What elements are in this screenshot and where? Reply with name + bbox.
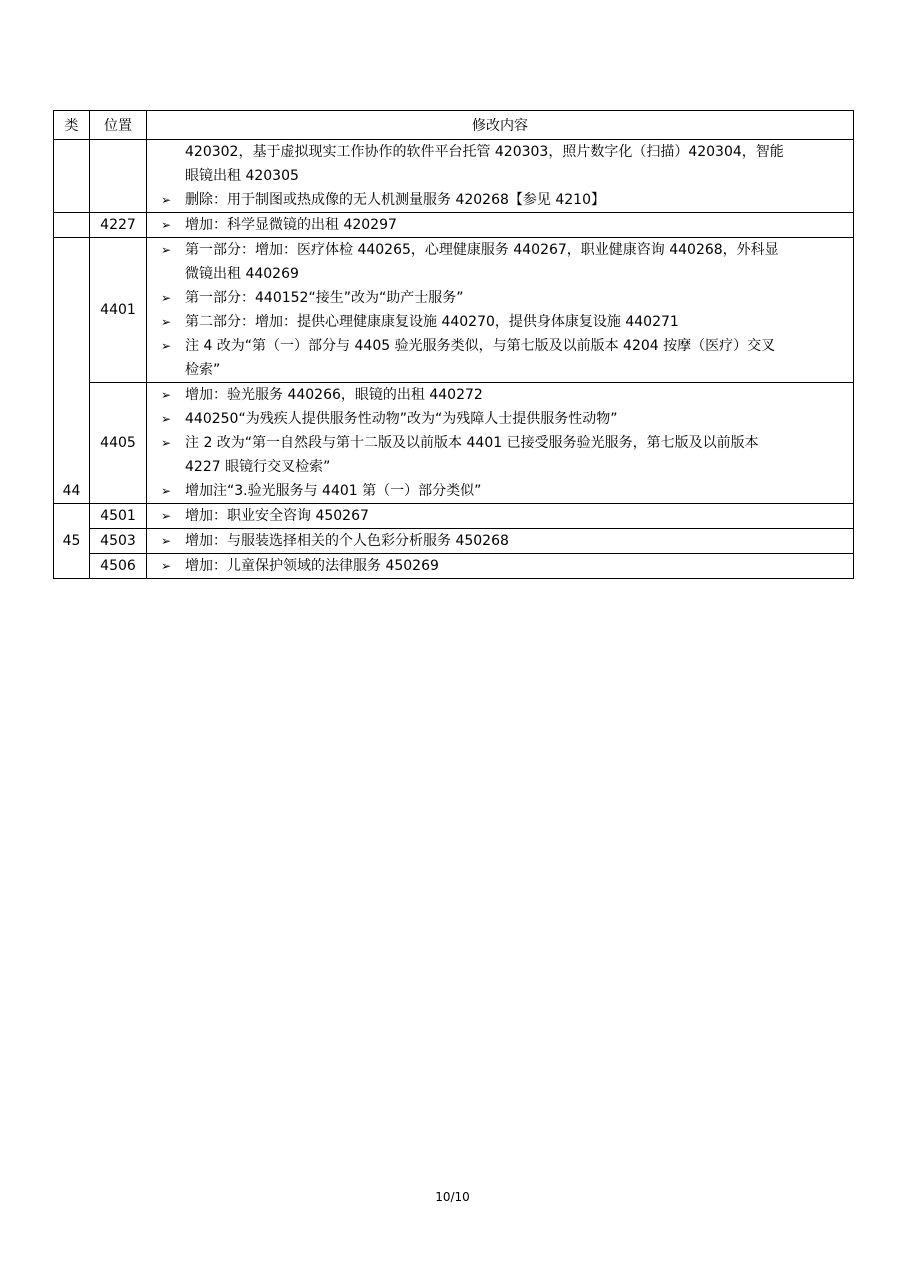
page-number: 10/10 <box>435 1190 470 1204</box>
content-cell <box>147 554 854 579</box>
position-cell: 4227 <box>90 213 147 238</box>
content-line <box>147 431 853 455</box>
table-row <box>54 140 854 213</box>
content-line <box>147 262 853 286</box>
position-cell: 4405 <box>90 383 147 504</box>
table-row <box>54 529 854 554</box>
line-text: 注 4 改为“第（一）部分与 4405 验光服务类似，与第七版及以前版本 4204 按摩（医疗）交叉 <box>185 338 776 354</box>
bullet-arrow-icon: ➢ <box>160 484 172 498</box>
position-cell: 4503 <box>90 529 147 554</box>
content-line <box>147 188 853 212</box>
line-text: 注 2 改为“第一自然段与第十二版及以前版本 4401 已接受服务验光服务，第七版及以前版本 <box>185 435 759 451</box>
bullet-arrow-icon: ➢ <box>160 388 172 402</box>
line-text: 增加：儿童保护领域的法律服务 450269 <box>185 558 439 574</box>
line-text: 第一部分：440152“接生”改为“助产士服务” <box>185 290 464 306</box>
content-line <box>147 140 853 164</box>
table-row <box>54 213 854 238</box>
content-line <box>147 529 853 553</box>
position-cell: 4501 <box>90 504 147 529</box>
content-cell <box>147 383 854 504</box>
line-text: 第二部分：增加：提供心理健康康复设施 440270，提供身体康复设施 440271 <box>185 314 679 330</box>
content-line <box>147 310 853 334</box>
bullet-arrow-icon: ➢ <box>160 218 172 232</box>
content-line <box>147 504 853 528</box>
header-class: 类 <box>54 111 90 140</box>
line-text: 4227 眼镜行交叉检索” <box>185 459 331 475</box>
line-text: 第一部分：增加：医疗体检 440265，心理健康服务 440267，职业健康咨询 440268，外科显 <box>185 242 779 258</box>
class-cell <box>54 140 90 213</box>
content-line <box>147 238 853 262</box>
table-header-row <box>54 111 854 140</box>
content-cell <box>147 529 854 554</box>
content-line <box>147 383 853 407</box>
line-text: 增加：科学显微镜的出租 420297 <box>185 217 397 233</box>
class-cell: 44 <box>54 238 90 504</box>
line-text: 增加：职业安全咨询 450267 <box>185 508 369 524</box>
line-text: 增加：与服装选择相关的个人色彩分析服务 450268 <box>185 533 509 549</box>
bullet-arrow-icon: ➢ <box>160 193 172 207</box>
bullet-arrow-icon: ➢ <box>160 436 172 450</box>
bullet-arrow-icon: ➢ <box>160 291 172 305</box>
content-line <box>147 407 853 431</box>
table-row <box>54 504 854 529</box>
bullet-arrow-icon: ➢ <box>160 509 172 523</box>
position-cell: 4401 <box>90 238 147 383</box>
line-text: 微镜出租 440269 <box>185 266 299 282</box>
class-cell <box>54 213 90 238</box>
bullet-arrow-icon: ➢ <box>160 339 172 353</box>
table-row <box>54 383 854 504</box>
line-text: 检索” <box>185 362 221 378</box>
table-row <box>54 238 854 383</box>
line-text: 440250“为残疾人提供服务性动物”改为“为残障人士提供服务性动物” <box>185 411 618 427</box>
content-cell <box>147 238 854 383</box>
position-cell: 4506 <box>90 554 147 579</box>
header-position: 位置 <box>90 111 147 140</box>
class-cell: 45 <box>54 504 90 579</box>
content-cell <box>147 140 854 213</box>
line-text: 删除：用于制图或热成像的无人机测量服务 420268【参见 4210】 <box>185 192 605 208</box>
bullet-arrow-icon: ➢ <box>160 559 172 573</box>
content-line <box>147 479 853 503</box>
content-line <box>147 358 853 382</box>
line-text: 眼镜出租 420305 <box>185 168 299 184</box>
content-cell <box>147 504 854 529</box>
content-line <box>147 213 853 237</box>
bullet-arrow-icon: ➢ <box>160 243 172 257</box>
revision-table <box>53 110 854 579</box>
content-line <box>147 334 853 358</box>
content-line <box>147 164 853 188</box>
content-cell <box>147 213 854 238</box>
content-line <box>147 554 853 578</box>
bullet-arrow-icon: ➢ <box>160 534 172 548</box>
table-row <box>54 554 854 579</box>
position-cell <box>90 140 147 213</box>
bullet-arrow-icon: ➢ <box>160 315 172 329</box>
line-text: 增加注“3.验光服务与 4401 第（一）部分类似” <box>185 483 482 499</box>
header-content: 修改内容 <box>147 111 854 140</box>
content-line <box>147 286 853 310</box>
line-text: 增加：验光服务 440266，眼镜的出租 440272 <box>185 387 483 403</box>
content-line <box>147 455 853 479</box>
bullet-arrow-icon: ➢ <box>160 412 172 426</box>
line-text: 420302，基于虚拟现实工作协作的软件平台托管 420303，照片数字化（扫描）420304，智能 <box>185 144 784 160</box>
